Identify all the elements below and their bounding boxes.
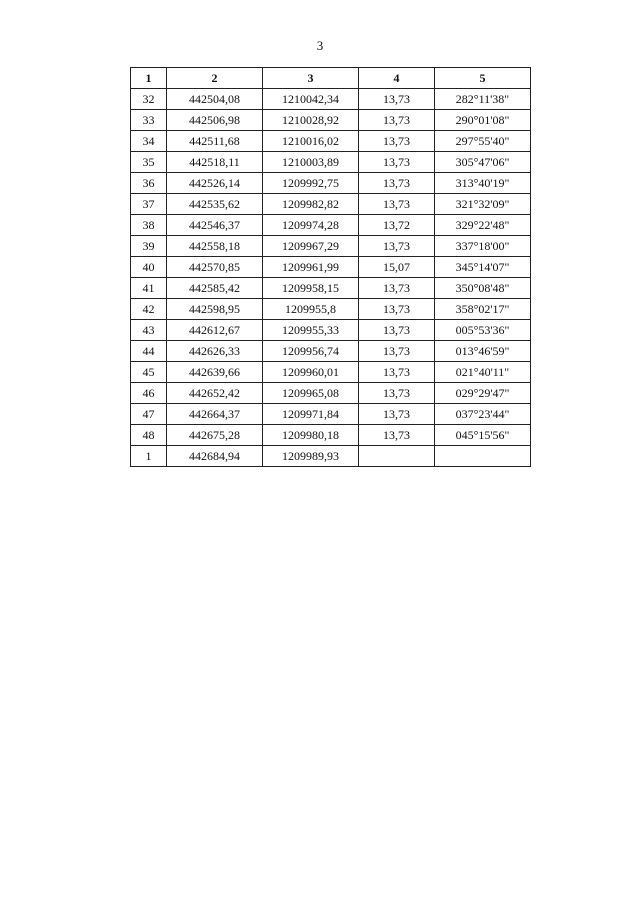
- table-row: [131, 278, 531, 299]
- cell-bearing: 337°18'00": [435, 236, 531, 257]
- page-number: 3: [316, 38, 324, 53]
- cell-x-coordinate: 442558,18: [167, 236, 263, 257]
- cell-distance: 13,73: [359, 404, 435, 425]
- cell-point-number: 41: [131, 278, 167, 299]
- cell-x-coordinate: 442675,28: [167, 425, 263, 446]
- table-row: [131, 152, 531, 173]
- cell-point-number: 42: [131, 299, 167, 320]
- table-row: [131, 194, 531, 215]
- cell-x-coordinate: 442652,42: [167, 383, 263, 404]
- cell-x-coordinate: 442506,98: [167, 110, 263, 131]
- table-row: [131, 110, 531, 131]
- cell-y-coordinate: 1209955,33: [263, 320, 359, 341]
- table-row: [131, 131, 531, 152]
- cell-point-number: 35: [131, 152, 167, 173]
- cell-point-number: 44: [131, 341, 167, 362]
- cell-distance: 15,07: [359, 257, 435, 278]
- cell-x-coordinate: 442684,94: [167, 446, 263, 467]
- cell-y-coordinate: 1210003,89: [263, 152, 359, 173]
- table-row: [131, 404, 531, 425]
- table-row: [131, 341, 531, 362]
- table-row: [131, 173, 531, 194]
- column-header-3: 3: [263, 68, 359, 89]
- cell-distance: 13,73: [359, 425, 435, 446]
- cell-point-number: 36: [131, 173, 167, 194]
- cell-x-coordinate: 442626,33: [167, 341, 263, 362]
- cell-point-number: 37: [131, 194, 167, 215]
- cell-x-coordinate: 442511,68: [167, 131, 263, 152]
- cell-y-coordinate: 1209956,74: [263, 341, 359, 362]
- cell-point-number: 32: [131, 89, 167, 110]
- cell-distance: 13,73: [359, 131, 435, 152]
- cell-y-coordinate: 1209992,75: [263, 173, 359, 194]
- cell-bearing: [435, 446, 531, 467]
- cell-y-coordinate: 1210028,92: [263, 110, 359, 131]
- cell-x-coordinate: 442598,95: [167, 299, 263, 320]
- cell-point-number: 1: [131, 446, 167, 467]
- header-row: [131, 68, 531, 89]
- cell-y-coordinate: 1209960,01: [263, 362, 359, 383]
- cell-distance: 13,73: [359, 362, 435, 383]
- cell-point-number: 38: [131, 215, 167, 236]
- cell-y-coordinate: 1209965,08: [263, 383, 359, 404]
- cell-x-coordinate: 442639,66: [167, 362, 263, 383]
- table-row: [131, 215, 531, 236]
- table-row: [131, 299, 531, 320]
- cell-bearing: 345°14'07": [435, 257, 531, 278]
- cell-y-coordinate: 1209967,29: [263, 236, 359, 257]
- cell-point-number: 46: [131, 383, 167, 404]
- cell-x-coordinate: 442504,08: [167, 89, 263, 110]
- cell-point-number: 43: [131, 320, 167, 341]
- column-header-4: 4: [359, 68, 435, 89]
- cell-bearing: 045°15'56": [435, 425, 531, 446]
- cell-y-coordinate: 1209958,15: [263, 278, 359, 299]
- cell-x-coordinate: 442585,42: [167, 278, 263, 299]
- cell-x-coordinate: 442535,62: [167, 194, 263, 215]
- table-body: [131, 89, 531, 467]
- coordinates-table: [130, 67, 531, 467]
- table-row: [131, 236, 531, 257]
- cell-distance: 13,73: [359, 236, 435, 257]
- cell-distance: 13,73: [359, 320, 435, 341]
- table-row: [131, 89, 531, 110]
- cell-x-coordinate: 442664,37: [167, 404, 263, 425]
- cell-y-coordinate: 1209955,8: [263, 299, 359, 320]
- cell-point-number: 48: [131, 425, 167, 446]
- cell-bearing: 329°22'48": [435, 215, 531, 236]
- cell-x-coordinate: 442518,11: [167, 152, 263, 173]
- cell-distance: 13,73: [359, 341, 435, 362]
- table-row: [131, 446, 531, 467]
- cell-bearing: 297°55'40": [435, 131, 531, 152]
- cell-y-coordinate: 1209971,84: [263, 404, 359, 425]
- cell-x-coordinate: 442570,85: [167, 257, 263, 278]
- table-row: [131, 257, 531, 278]
- cell-y-coordinate: 1209982,82: [263, 194, 359, 215]
- cell-bearing: 305°47'06": [435, 152, 531, 173]
- table-header: [131, 68, 531, 89]
- cell-distance: 13,73: [359, 173, 435, 194]
- table-row: [131, 425, 531, 446]
- table-row: [131, 362, 531, 383]
- column-header-1: 1: [131, 68, 167, 89]
- cell-point-number: 40: [131, 257, 167, 278]
- cell-y-coordinate: 1209989,93: [263, 446, 359, 467]
- column-header-5: 5: [435, 68, 531, 89]
- cell-x-coordinate: 442526,14: [167, 173, 263, 194]
- cell-bearing: 005°53'36": [435, 320, 531, 341]
- cell-point-number: 33: [131, 110, 167, 131]
- cell-distance: 13,73: [359, 299, 435, 320]
- cell-distance: 13,73: [359, 152, 435, 173]
- cell-bearing: 021°40'11": [435, 362, 531, 383]
- cell-bearing: 029°29'47": [435, 383, 531, 404]
- cell-x-coordinate: 442546,37: [167, 215, 263, 236]
- cell-distance: 13,73: [359, 194, 435, 215]
- cell-point-number: 39: [131, 236, 167, 257]
- cell-bearing: 282°11'38": [435, 89, 531, 110]
- cell-y-coordinate: 1209961,99: [263, 257, 359, 278]
- cell-x-coordinate: 442612,67: [167, 320, 263, 341]
- cell-distance: 13,73: [359, 110, 435, 131]
- cell-point-number: 34: [131, 131, 167, 152]
- cell-bearing: 321°32'09": [435, 194, 531, 215]
- cell-distance: 13,73: [359, 383, 435, 404]
- cell-y-coordinate: 1210042,34: [263, 89, 359, 110]
- column-header-2: 2: [167, 68, 263, 89]
- cell-distance: 13,72: [359, 215, 435, 236]
- cell-point-number: 47: [131, 404, 167, 425]
- table-row: [131, 383, 531, 404]
- cell-point-number: 45: [131, 362, 167, 383]
- cell-bearing: 013°46'59": [435, 341, 531, 362]
- cell-distance: [359, 446, 435, 467]
- cell-bearing: 313°40'19": [435, 173, 531, 194]
- cell-distance: 13,73: [359, 278, 435, 299]
- cell-y-coordinate: 1209974,28: [263, 215, 359, 236]
- cell-bearing: 358°02'17": [435, 299, 531, 320]
- cell-bearing: 290°01'08": [435, 110, 531, 131]
- cell-y-coordinate: 1210016,02: [263, 131, 359, 152]
- cell-bearing: 037°23'44": [435, 404, 531, 425]
- cell-distance: 13,73: [359, 89, 435, 110]
- table-row: [131, 320, 531, 341]
- cell-bearing: 350°08'48": [435, 278, 531, 299]
- cell-y-coordinate: 1209980,18: [263, 425, 359, 446]
